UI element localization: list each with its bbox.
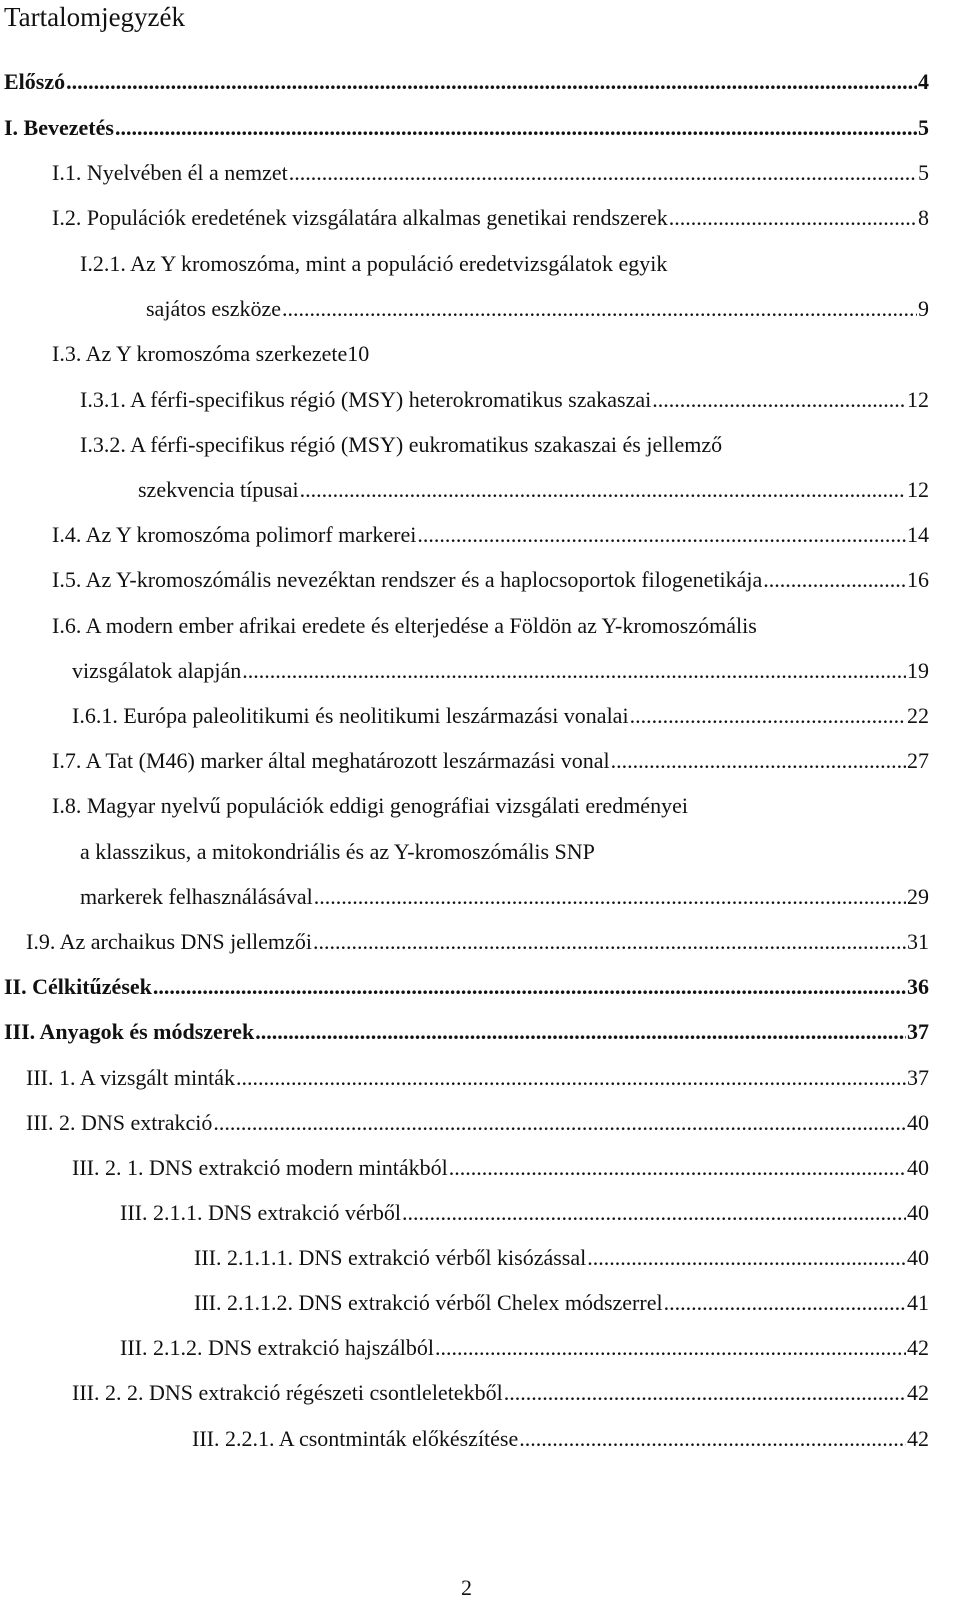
toc-entry-label: I.6.1. Európa paleolitikumi és neolitikumi leszármazási vonalai [72, 703, 629, 728]
toc-entry[interactable] [80, 883, 929, 911]
toc-entry-page: 37 [907, 1019, 929, 1044]
toc-entry[interactable] [52, 204, 929, 232]
toc-entry-label: I.3. Az Y kromoszóma szerkezete10 [52, 341, 370, 366]
toc-entry[interactable] [146, 295, 929, 323]
toc-entry-label: I.3.2. A férfi-specifikus régió (MSY) eukromatikus szakaszai és jellemző [80, 432, 723, 457]
toc-entry-page: 9 [918, 296, 929, 321]
toc-entry-label: III. 1. A vizsgált minták [26, 1065, 235, 1090]
toc-entry-page: 12 [907, 477, 929, 502]
toc-entry-page: 22 [907, 703, 929, 728]
dot-leader [763, 566, 906, 594]
dot-leader [153, 973, 906, 1001]
toc-entry-page: 36 [907, 974, 929, 999]
dot-leader [435, 1334, 906, 1362]
dot-leader [289, 159, 917, 187]
toc-entry-page: 31 [907, 929, 929, 954]
dot-leader [449, 1154, 906, 1182]
toc-entry-page: 5 [918, 160, 929, 185]
dot-leader [115, 114, 917, 142]
toc-entry-label: III. Anyagok és módszerek [4, 1019, 255, 1044]
toc-entry[interactable] [52, 747, 929, 775]
toc-entry[interactable] [26, 928, 929, 956]
toc-entry-label: III. 2.2.1. A csontminták előkészítése [192, 1426, 519, 1451]
toc-entry[interactable] [138, 476, 929, 504]
dot-leader [417, 521, 906, 549]
dot-leader [519, 1425, 906, 1453]
toc-entry-page: 42 [907, 1426, 929, 1451]
toc-entry[interactable] [194, 1289, 929, 1317]
toc-entry[interactable] [72, 702, 929, 730]
toc-entry[interactable] [120, 1199, 929, 1227]
toc-entry-page: 40 [907, 1245, 929, 1270]
toc-entry[interactable] [80, 386, 929, 414]
dot-leader [313, 928, 906, 956]
toc-entry-label: vizsgálatok alapján [72, 658, 242, 683]
toc-entry-label: I.2.1. Az Y kromoszóma, mint a populáció eredetvizsgálatok egyik [80, 251, 668, 276]
dot-leader [213, 1109, 906, 1137]
dot-leader [314, 883, 906, 911]
dot-leader [630, 702, 906, 730]
dot-leader [236, 1064, 906, 1092]
toc-entry-label: II. Célkitűzések [4, 974, 152, 999]
toc-entry-page: 19 [907, 658, 929, 683]
toc-entry[interactable] [80, 431, 722, 459]
toc-entry[interactable] [4, 114, 929, 142]
toc-entry-page: 4 [918, 69, 929, 94]
toc-entry[interactable] [52, 792, 688, 820]
toc-entry[interactable] [52, 340, 369, 368]
toc-entry-page: 14 [907, 522, 929, 547]
toc-entry-page: 8 [918, 205, 929, 230]
toc-entry[interactable] [52, 521, 929, 549]
toc-entry-label: Előszó [4, 69, 66, 94]
toc-entry-label: a klasszikus, a mitokondriális és az Y-kromoszómális SNP [80, 839, 595, 864]
dot-leader [664, 1289, 906, 1317]
toc-entry[interactable] [4, 973, 929, 1001]
toc-entry-label: III. 2.1.2. DNS extrakció hajszálból [120, 1335, 435, 1360]
toc-entry-label: I.5. Az Y-kromoszómális nevezéktan rendszer és a haplocsoportok filogenetikája [52, 567, 763, 592]
toc-entry-label: I.9. Az archaikus DNS jellemzői [26, 929, 312, 954]
toc-entry-label: III. 2.1.1.2. DNS extrakció vérből Chelex módszerrel [194, 1290, 663, 1315]
toc-entry-page: 40 [907, 1200, 929, 1225]
toc-entry[interactable] [72, 657, 929, 685]
toc-entry-label: I.1. Nyelvében él a nemzet [52, 160, 288, 185]
toc-entry-page: 42 [907, 1335, 929, 1360]
dot-leader [282, 295, 917, 323]
toc-entry[interactable] [52, 159, 929, 187]
toc-entry-page: 42 [907, 1380, 929, 1405]
dot-leader [611, 747, 906, 775]
toc-entry-page: 16 [907, 567, 929, 592]
dot-leader [652, 386, 906, 414]
toc-entry-label: markerek felhasználásával [80, 884, 313, 909]
toc-entry-label: I.4. Az Y kromoszóma polimorf markerei [52, 522, 417, 547]
toc-entry-label: III. 2.1.1. DNS extrakció vérből [120, 1200, 402, 1225]
toc-entry[interactable] [26, 1064, 929, 1092]
toc-entry[interactable] [194, 1244, 929, 1272]
toc-entry-label: I.3.1. A férfi-specifikus régió (MSY) heterokromatikus szakaszai [80, 387, 652, 412]
toc-entry[interactable] [80, 250, 667, 278]
toc-entry-page: 40 [907, 1110, 929, 1135]
toc-entry-label: III. 2.1.1.1. DNS extrakció vérből kisózással [194, 1245, 587, 1270]
toc-entry-label: I.2. Populációk eredetének vizsgálatára alkalmas genetikai rendszerek [52, 205, 668, 230]
toc-entry[interactable] [72, 1154, 929, 1182]
toc-title: Tartalomjegyzék [4, 2, 186, 32]
dot-leader [242, 657, 906, 685]
toc-entry-label: sajátos eszköze [146, 296, 281, 321]
toc-entry[interactable] [120, 1334, 929, 1362]
toc-entry-label: I.6. A modern ember afrikai eredete és elterjedése a Földön az Y-kromoszómális [52, 613, 757, 638]
dot-leader [255, 1018, 906, 1046]
toc-entry[interactable] [72, 1379, 929, 1407]
toc-entry-label: I.8. Magyar nyelvű populációk eddigi genográfiai vizsgálati eredményei [52, 793, 688, 818]
toc-entry-page: 12 [907, 387, 929, 412]
dot-leader [300, 476, 906, 504]
toc-entry-page: 5 [918, 115, 929, 140]
toc-entry[interactable] [4, 68, 929, 96]
toc-entry-label: III. 2. 1. DNS extrakció modern mintákból [72, 1155, 448, 1180]
toc-entry-page: 27 [907, 748, 929, 773]
page-number: 2 [461, 1575, 472, 1600]
toc-entry-label: I.7. A Tat (M46) marker által meghatározott leszármazási vonal [52, 748, 610, 773]
toc-entry-label: III. 2. 2. DNS extrakció régészeti csontleletekből [72, 1380, 503, 1405]
dot-leader [402, 1199, 906, 1227]
toc-entry-page: 29 [907, 884, 929, 909]
toc-entry-label: I. Bevezetés [4, 115, 114, 140]
toc-entry[interactable] [80, 838, 595, 866]
toc-entry[interactable] [26, 1109, 929, 1137]
dot-leader [504, 1379, 906, 1407]
toc-entry[interactable] [52, 566, 929, 594]
toc-entry-label: szekvencia típusai [138, 477, 299, 502]
dot-leader [669, 204, 917, 232]
toc-entry[interactable] [52, 612, 757, 640]
toc-entry[interactable] [4, 1018, 929, 1046]
toc-entry-page: 40 [907, 1155, 929, 1180]
toc-entry-page: 41 [907, 1290, 929, 1315]
toc-entry-page: 37 [907, 1065, 929, 1090]
dot-leader [66, 68, 917, 96]
toc-entry[interactable] [192, 1425, 929, 1453]
toc-entry-label: III. 2. DNS extrakció [26, 1110, 213, 1135]
dot-leader [587, 1244, 906, 1272]
